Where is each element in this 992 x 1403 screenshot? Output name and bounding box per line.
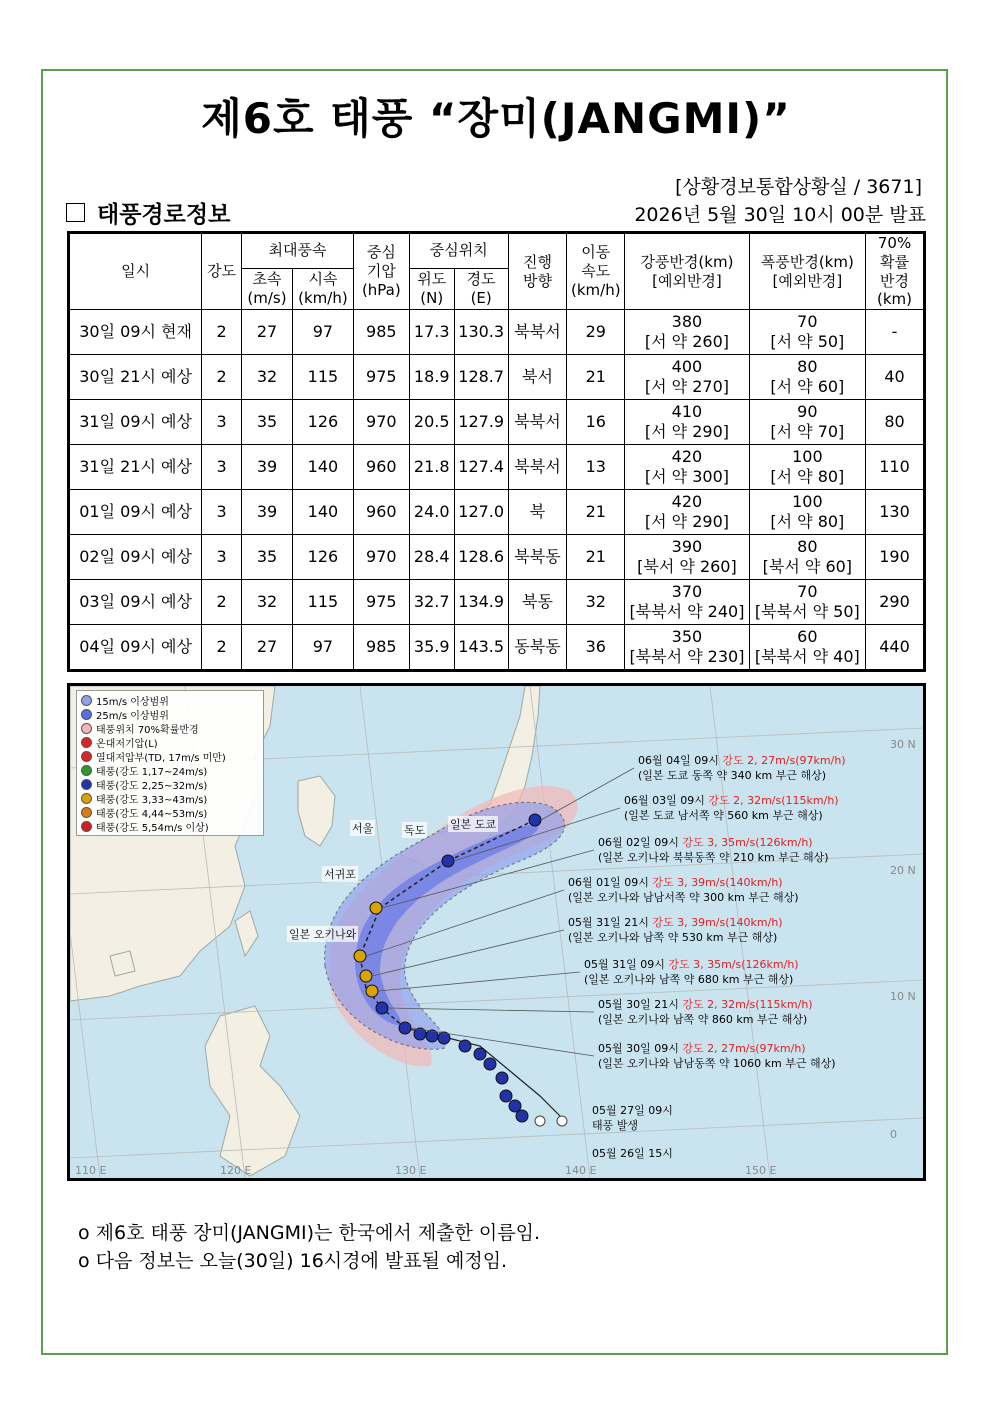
cell-dir: 동북동 [508, 625, 567, 671]
cell-lon: 127.9 [454, 400, 508, 445]
annotation-title: 05월 30일 21시 강도 2, 32m/s(115km/h) [598, 998, 813, 1011]
annotation-title: 06월 03일 09시 강도 2, 32m/s(115km/h) [624, 794, 839, 807]
lat-label: 20 N [890, 864, 916, 877]
cell-kmh: 115 [292, 580, 353, 625]
lat-label: 30 N [890, 738, 916, 751]
cell-intensity: 3 [202, 400, 242, 445]
annotation-title: 05월 31일 21시 강도 3, 39m/s(140km/h) [568, 916, 783, 929]
legend-item: 태풍(강도 1,17~24m/s) [81, 763, 259, 777]
typhoon-position-icon [529, 814, 541, 826]
annotation-title: 06월 01일 09시 강도 3, 39m/s(140km/h) [568, 876, 783, 889]
cell-pressure: 985 [353, 310, 409, 355]
cell-ms: 39 [242, 490, 293, 535]
header-time: 일시 [69, 233, 202, 310]
cell-intensity: 3 [202, 445, 242, 490]
extratropical-icon [81, 737, 92, 748]
genesis-label: 05월 26일 15시 [592, 1147, 673, 1160]
cell-lat: 32.7 [409, 580, 454, 625]
annotation-subtitle: (일본 오키나와 북북동쪽 약 210 km 부근 해상) [598, 851, 829, 864]
cell-prob: 80 [866, 400, 925, 445]
annotation-title: 06월 04일 09시 강도 2, 27m/s(97km/h) [638, 754, 846, 767]
table-row [69, 535, 925, 580]
typhoon-position-icon [516, 1110, 528, 1122]
typhoon-5-icon [81, 821, 92, 832]
cell-kmh: 126 [292, 400, 353, 445]
typhoon-position-icon [354, 950, 366, 962]
header-ms: 초속 (m/s) [242, 268, 293, 309]
cell-ms: 32 [242, 580, 293, 625]
annotation-title: 06월 02일 09시 강도 3, 35m/s(126km/h) [598, 836, 813, 849]
cell-ms: 35 [242, 535, 293, 580]
cell-storm-radius: 70 [북북서 약 50] [749, 580, 865, 625]
place-label: 일본 오키나와 [289, 928, 357, 941]
typhoon-3-icon [81, 793, 92, 804]
cell-lat: 28.4 [409, 535, 454, 580]
typhoon-position-icon [496, 1072, 508, 1084]
cell-speed: 36 [567, 625, 625, 671]
td-position-icon [557, 1116, 567, 1126]
cell-prob: 40 [866, 355, 925, 400]
cell-prob: - [866, 310, 925, 355]
cell-kmh: 97 [292, 310, 353, 355]
page-title: 제6호 태풍 “장미(JANGMI)” [201, 94, 791, 143]
cell-strong-radius: 380 [서 약 260] [625, 310, 749, 355]
cell-dir: 북동 [508, 580, 567, 625]
cell-storm-radius: 80 [북서 약 60] [749, 535, 865, 580]
cell-storm-radius: 70 [서 약 50] [749, 310, 865, 355]
probability-icon [81, 723, 92, 734]
section-heading [66, 196, 230, 229]
cell-speed: 21 [567, 535, 625, 580]
cell-kmh: 126 [292, 535, 353, 580]
cell-prob: 190 [866, 535, 925, 580]
table-row [69, 625, 925, 671]
header-probability: 70% 확률 반경 (km) [866, 233, 925, 310]
cell-dir: 북북동 [508, 535, 567, 580]
cell-intensity: 2 [202, 310, 242, 355]
annotation-title: 05월 31일 09시 강도 3, 35m/s(126km/h) [584, 958, 799, 971]
cell-prob: 290 [866, 580, 925, 625]
annotation-subtitle: (일본 도쿄 남서쪽 약 560 km 부근 해상) [624, 809, 823, 822]
cell-pressure: 975 [353, 355, 409, 400]
table-row [69, 355, 925, 400]
typhoon-position-icon [474, 1048, 486, 1060]
cell-storm-radius: 100 [서 약 80] [749, 490, 865, 535]
header-strong-radius: 강풍반경(km) [예외반경] [625, 233, 749, 310]
header-intensity: 강도 [202, 233, 242, 310]
cell-pressure: 970 [353, 535, 409, 580]
table-row [69, 400, 925, 445]
typhoon-track-map [67, 683, 926, 1181]
annotation-subtitle: (일본 오키나와 남쪽 약 680 km 부근 해상) [584, 973, 794, 986]
typhoon-position-icon [442, 855, 454, 867]
cell-intensity: 2 [202, 355, 242, 400]
cell-speed: 21 [567, 490, 625, 535]
cell-lon: 128.7 [454, 355, 508, 400]
lat-label: 0 [890, 1128, 897, 1141]
cell-storm-radius: 100 [서 약 80] [749, 445, 865, 490]
cell-lon: 128.6 [454, 535, 508, 580]
cell-pressure: 985 [353, 625, 409, 671]
table-row [69, 310, 925, 355]
typhoon-position-icon [500, 1090, 512, 1102]
typhoon-1-icon [81, 765, 92, 776]
cell-lat: 18.9 [409, 355, 454, 400]
table-row [69, 580, 925, 625]
issued-time: 2026년 5월 30일 10시 00분 발표 [634, 204, 926, 226]
lon-label: 140 E [565, 1164, 597, 1177]
cell-intensity: 2 [202, 625, 242, 671]
header-maxwind: 최대풍속 [242, 233, 354, 269]
cell-lon: 127.0 [454, 490, 508, 535]
cell-time: 31일 09시 예상 [69, 400, 202, 445]
lon-label: 110 E [75, 1164, 107, 1177]
cell-strong-radius: 350 [북북서 약 230] [625, 625, 749, 671]
legend-item: 25m/s 이상범위 [81, 707, 259, 721]
legend-item: 태풍(강도 3,33~43m/s) [81, 791, 259, 805]
cell-lat: 21.8 [409, 445, 454, 490]
cell-storm-radius: 60 [북북서 약 40] [749, 625, 865, 671]
cell-intensity: 3 [202, 535, 242, 580]
typhoon-position-icon [360, 970, 372, 982]
lon-label: 120 E [220, 1164, 252, 1177]
place-label: 독도 [404, 824, 426, 837]
typhoon-2-icon [81, 779, 92, 790]
typhoon-track-table [67, 231, 926, 672]
cell-intensity: 2 [202, 580, 242, 625]
cell-time: 02일 09시 예상 [69, 535, 202, 580]
lon-label: 130 E [395, 1164, 427, 1177]
place-label: 일본 도쿄 [450, 818, 497, 831]
typhoon-position-icon [376, 1002, 388, 1014]
cell-strong-radius: 420 [서 약 290] [625, 490, 749, 535]
cell-strong-radius: 370 [북북서 약 240] [625, 580, 749, 625]
cell-prob: 110 [866, 445, 925, 490]
header-direction: 진행 방향 [508, 233, 567, 310]
genesis-label: 05월 27일 09시 [592, 1104, 673, 1117]
cell-ms: 27 [242, 625, 293, 671]
note-item: o 다음 정보는 오늘(30일) 16시경에 발표될 예정임. [78, 1249, 508, 1272]
cell-pressure: 970 [353, 400, 409, 445]
checkbox-icon [66, 203, 85, 222]
cell-time: 31일 21시 예상 [69, 445, 202, 490]
legend-item: 온대저기압(L) [81, 735, 259, 749]
cell-kmh: 97 [292, 625, 353, 671]
cell-ms: 27 [242, 310, 293, 355]
header-lon: 경도 (E) [454, 268, 508, 309]
cell-dir: 북북서 [508, 445, 567, 490]
cell-dir: 북서 [508, 355, 567, 400]
header-lat: 위도 (N) [409, 268, 454, 309]
annotation-subtitle: (일본 오키나와 남남서쪽 약 300 km 부근 해상) [568, 891, 799, 904]
table-row [69, 490, 925, 535]
cell-lon: 127.4 [454, 445, 508, 490]
cell-lat: 35.9 [409, 625, 454, 671]
legend-item: 태풍위치 70%확률반경 [81, 721, 259, 735]
table-row [69, 445, 925, 490]
typhoon-position-icon [399, 1022, 411, 1034]
cell-kmh: 115 [292, 355, 353, 400]
header-position: 중심위치 [409, 233, 508, 269]
section-title: 태풍경로정보 [97, 202, 231, 228]
cell-time: 30일 21시 예상 [69, 355, 202, 400]
cell-lat: 17.3 [409, 310, 454, 355]
cell-strong-radius: 410 [서 약 290] [625, 400, 749, 445]
cell-kmh: 140 [292, 490, 353, 535]
cell-storm-radius: 80 [서 약 60] [749, 355, 865, 400]
annotation-subtitle: (일본 오키나와 남쪽 약 860 km 부근 해상) [598, 1013, 808, 1026]
cell-dir: 북 [508, 490, 567, 535]
cell-strong-radius: 390 [북서 약 260] [625, 535, 749, 580]
cell-dir: 북북서 [508, 400, 567, 445]
place-label: 서울 [352, 822, 374, 835]
annotation-subtitle: (일본 도쿄 동쪽 약 340 km 부근 해상) [638, 769, 827, 782]
cell-ms: 32 [242, 355, 293, 400]
cell-speed: 32 [567, 580, 625, 625]
map-legend [76, 690, 264, 836]
legend-item: 태풍(강도 4,44~53m/s) [81, 805, 259, 819]
td-icon [81, 751, 92, 762]
lat-label: 10 N [890, 990, 916, 1003]
annotation-subtitle: (일본 오키나와 남쪽 약 530 km 부근 해상) [568, 931, 778, 944]
typhoon-4-icon [81, 807, 92, 818]
typhoon-position-icon [370, 902, 382, 914]
cell-kmh: 140 [292, 445, 353, 490]
cell-lon: 130.3 [454, 310, 508, 355]
cell-strong-radius: 420 [서 약 300] [625, 445, 749, 490]
lon-label: 150 E [745, 1164, 777, 1177]
cell-prob: 440 [866, 625, 925, 671]
radius-15-icon [81, 695, 92, 706]
cell-speed: 21 [567, 355, 625, 400]
cell-time: 03일 09시 예상 [69, 580, 202, 625]
header-kmh: 시속 (km/h) [292, 268, 353, 309]
cell-pressure: 960 [353, 490, 409, 535]
typhoon-position-icon [366, 985, 378, 997]
issuing-office: [상황경보통합상황실 / 3671] [675, 176, 922, 198]
td-position-icon [535, 1116, 545, 1126]
cell-speed: 13 [567, 445, 625, 490]
cell-time: 30일 09시 현재 [69, 310, 202, 355]
cell-pressure: 975 [353, 580, 409, 625]
header-pressure: 중심 기압 (hPa) [353, 233, 409, 310]
cell-lat: 24.0 [409, 490, 454, 535]
legend-item: 열대저압부(TD, 17m/s 미만) [81, 749, 259, 763]
cell-strong-radius: 400 [서 약 270] [625, 355, 749, 400]
cell-time: 04일 09시 예상 [69, 625, 202, 671]
place-label: 서귀포 [324, 868, 356, 881]
notes [78, 1220, 540, 1275]
cell-intensity: 3 [202, 490, 242, 535]
cell-pressure: 960 [353, 445, 409, 490]
cell-lat: 20.5 [409, 400, 454, 445]
cell-speed: 29 [567, 310, 625, 355]
note-item: o 제6호 태풍 장미(JANGMI)는 한국에서 제출한 이름임. [78, 1222, 541, 1244]
legend-item: 15m/s 이상범위 [81, 693, 259, 707]
cell-lon: 143.5 [454, 625, 508, 671]
cell-prob: 130 [866, 490, 925, 535]
hainan-land [110, 951, 135, 976]
radius-25-icon [81, 709, 92, 720]
header-speed: 이동 속도 (km/h) [567, 233, 625, 310]
cell-time: 01일 09시 예상 [69, 490, 202, 535]
header-storm-radius: 폭풍반경(km) [예외반경] [749, 233, 865, 310]
cell-ms: 35 [242, 400, 293, 445]
cell-dir: 북북서 [508, 310, 567, 355]
typhoon-position-icon [484, 1058, 496, 1070]
cell-ms: 39 [242, 445, 293, 490]
annotation-title: 05월 30일 09시 강도 2, 27m/s(97km/h) [598, 1042, 806, 1055]
cell-lon: 134.9 [454, 580, 508, 625]
legend-item: 태풍(강도 5,54m/s 이상) [81, 819, 259, 833]
legend-item: 태풍(강도 2,25~32m/s) [81, 777, 259, 791]
cell-speed: 16 [567, 400, 625, 445]
typhoon-position-icon [459, 1040, 471, 1052]
genesis-label: 태풍 발생 [592, 1119, 639, 1132]
cell-storm-radius: 90 [서 약 70] [749, 400, 865, 445]
annotation-subtitle: (일본 오키나와 남남동쪽 약 1060 km 부근 해상) [598, 1057, 836, 1070]
